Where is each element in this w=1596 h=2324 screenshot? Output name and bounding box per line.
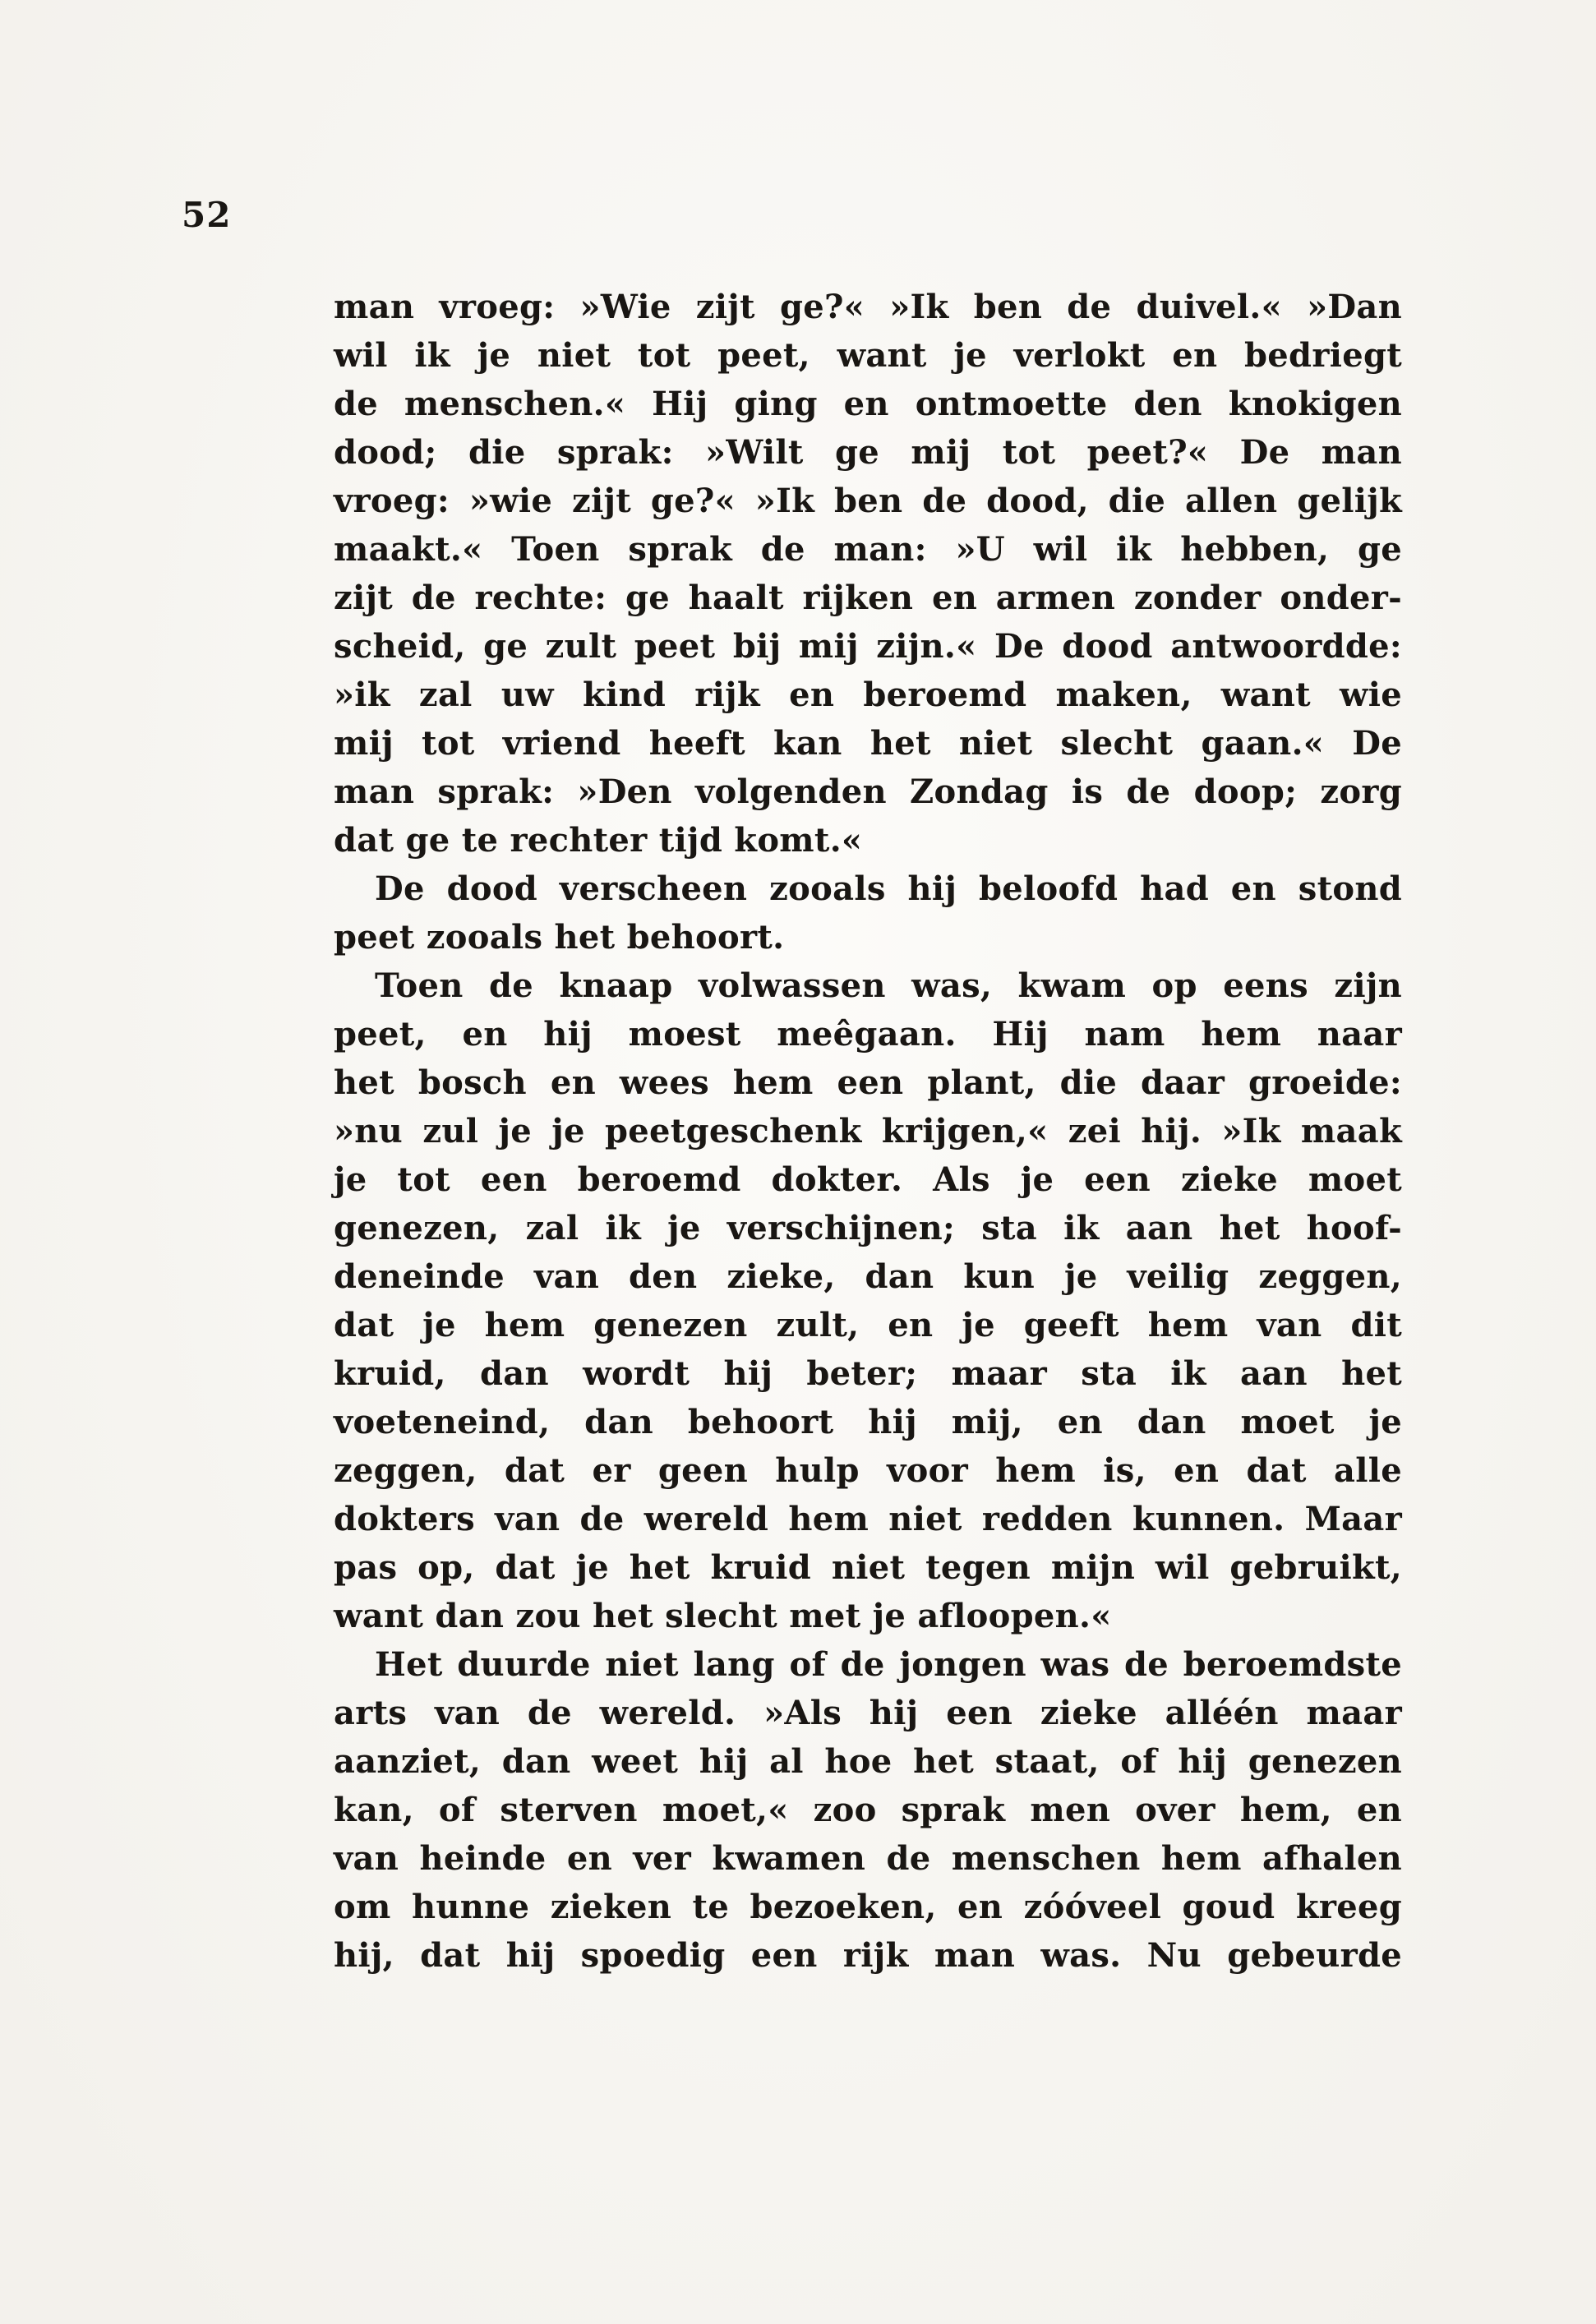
text-line: kan, of sterven moet,« zoo sprak men over hem, en — [334, 1791, 1402, 1829]
text-line: peet, en hij moest meêgaan. Hij nam hem naar — [334, 1015, 1402, 1054]
text-line: Het duurde niet lang of de jongen was de beroemdste — [375, 1645, 1402, 1684]
text-line: van heinde en ver kwamen de menschen hem afhalen — [334, 1839, 1402, 1878]
text-line: zeggen, dat er geen hulp voor hem is, en dat alle — [334, 1451, 1402, 1490]
text-line: dat ge te rechter tijd komt.« — [334, 821, 863, 860]
text-line: mij tot vriend heeft kan het niet slecht gaan.« De — [334, 724, 1402, 763]
text-line: hij, dat hij spoedig een rijk man was. Nu gebeurde — [334, 1936, 1402, 1975]
text-line: genezen, zal ik je verschijnen; sta ik aan het hoof- — [334, 1209, 1402, 1247]
text-line: dat je hem genezen zult, en je geeft hem van dit — [334, 1306, 1402, 1344]
text-line: want dan zou het slecht met je afloopen.« — [334, 1597, 1112, 1635]
text-line: Toen de knaap volwassen was, kwam op eens zijn — [375, 966, 1402, 1005]
text-line: scheid, ge zult peet bij mij zijn.« De dood antwoordde: — [334, 627, 1402, 666]
text-line: pas op, dat je het kruid niet tegen mijn wil gebruikt, — [334, 1548, 1402, 1587]
text-line: de menschen.« Hij ging en ontmoette den knokigen — [334, 385, 1402, 423]
text-line: »nu zul je je peetgeschenk krijgen,« zei hij. »Ik maak — [334, 1112, 1402, 1150]
text-line: wil ik je niet tot peet, want je verlokt en bedriegt — [334, 336, 1402, 375]
text-line: deneinde van den zieke, dan kun je veilig zeggen, — [334, 1257, 1402, 1296]
text-line: man vroeg: »Wie zijt ge?« »Ik ben de duivel.« »Dan — [334, 288, 1402, 326]
text-line: peet zooals het behoort. — [334, 918, 785, 957]
text-line: man sprak: »Den volgenden Zondag is de doop; zorg — [334, 772, 1402, 811]
text-line: zijt de rechte: ge haalt rijken en armen zonder onder- — [334, 579, 1402, 617]
text-line: voeteneind, dan behoort hij mij, en dan moet je — [334, 1403, 1402, 1441]
text-line: dokters van de wereld hem niet redden kunnen. Maar — [334, 1500, 1402, 1538]
text-line: vroeg: »wie zijt ge?« »Ik ben de dood, die allen gelijk — [334, 482, 1402, 520]
page-number: 52 — [182, 195, 232, 235]
text-line: je tot een beroemd dokter. Als je een zieke moet — [334, 1160, 1402, 1199]
text-line: kruid, dan wordt hij beter; maar sta ik aan het — [334, 1354, 1402, 1393]
text-line: maakt.« Toen sprak de man: »U wil ik hebben, ge — [334, 530, 1402, 569]
text-line: »ik zal uw kind rijk en beroemd maken, want wie — [334, 676, 1402, 714]
text-line: dood; die sprak: »Wilt ge mij tot peet?« De man — [334, 433, 1402, 472]
text-line: arts van de wereld. »Als hij een zieke alléén maar — [334, 1694, 1402, 1732]
text-line: aanziet, dan weet hij al hoe het staat, of hij genezen — [334, 1742, 1402, 1781]
text-line: het bosch en wees hem een plant, die daar groeide: — [334, 1063, 1402, 1102]
text-line: De dood verscheen zooals hij beloofd had en stond — [375, 869, 1402, 908]
body-text — [334, 283, 1402, 1980]
text-line: om hunne zieken te bezoeken, en zóóveel goud kreeg — [334, 1888, 1402, 1926]
